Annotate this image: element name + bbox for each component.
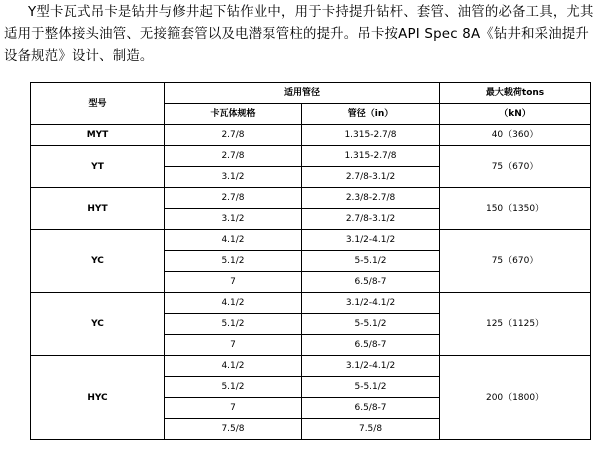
slip-spec-cell: 2.7/8 xyxy=(165,188,302,209)
tube-diameter-cell: 6.5/8-7 xyxy=(302,272,440,293)
slip-spec-cell: 4.1/2 xyxy=(165,293,302,314)
model-cell: YT xyxy=(31,146,165,188)
model-cell: HYC xyxy=(31,356,165,440)
tube-diameter-cell: 6.5/8-7 xyxy=(302,398,440,419)
slip-spec-cell: 2.7/8 xyxy=(165,125,302,146)
slip-spec-cell: 3.1/2 xyxy=(165,167,302,188)
slip-spec-cell: 7 xyxy=(165,335,302,356)
model-cell: MYT xyxy=(31,125,165,146)
tube-diameter-cell: 3.1/2-4.1/2 xyxy=(302,293,440,314)
header-applicable-tubing: 适用管径 xyxy=(165,83,440,104)
spec-table xyxy=(30,82,591,440)
table-row xyxy=(31,293,591,314)
slip-spec-cell: 7 xyxy=(165,398,302,419)
slip-spec-cell: 4.1/2 xyxy=(165,230,302,251)
header-slip-spec: 卡瓦体规格 xyxy=(165,104,302,125)
max-load-cell: 125（1125） xyxy=(440,293,591,356)
max-load-cell: 150（1350） xyxy=(440,188,591,230)
header-max-load: 最大载荷tons xyxy=(440,83,591,104)
slip-spec-cell: 7.5/8 xyxy=(165,419,302,440)
intro-paragraph: Y型卡瓦式吊卡是钻井与修井起下钻作业中，用于卡持提升钻杆、套管、油管的必备工具，尤其适用于整体接头油管、无接箍套管以及电潜泵管柱的提升。吊卡按API Spec 8A《钻井和采油提升设备规范》设计、制造。 xyxy=(4,5,594,64)
slip-spec-cell: 3.1/2 xyxy=(165,209,302,230)
slip-spec-cell: 7 xyxy=(165,272,302,293)
model-cell: HYT xyxy=(31,188,165,230)
tube-diameter-cell: 2.7/8-3.1/2 xyxy=(302,167,440,188)
table-row xyxy=(31,188,591,209)
table-row xyxy=(31,146,591,167)
tube-diameter-cell: 1.315-2.7/8 xyxy=(302,146,440,167)
slip-spec-cell: 4.1/2 xyxy=(165,356,302,377)
tube-diameter-cell: 2.7/8-3.1/2 xyxy=(302,209,440,230)
max-load-cell: 200（1800） xyxy=(440,356,591,440)
table-row xyxy=(31,125,591,146)
max-load-cell: 75（670） xyxy=(440,146,591,188)
max-load-cell: 75（670） xyxy=(440,230,591,293)
table-row xyxy=(31,230,591,251)
model-cell: YC xyxy=(31,230,165,293)
max-load-cell: 40（360） xyxy=(440,125,591,146)
slip-spec-cell: 5.1/2 xyxy=(165,251,302,272)
model-cell: YC xyxy=(31,293,165,356)
tube-diameter-cell: 6.5/8-7 xyxy=(302,335,440,356)
slip-spec-cell: 5.1/2 xyxy=(165,314,302,335)
tube-diameter-cell: 2.3/8-2.7/8 xyxy=(302,188,440,209)
tube-diameter-cell: 5-5.1/2 xyxy=(302,377,440,398)
slip-spec-cell: 2.7/8 xyxy=(165,146,302,167)
spec-table-body xyxy=(31,125,591,440)
tube-diameter-cell: 5-5.1/2 xyxy=(302,314,440,335)
table-row xyxy=(31,356,591,377)
tube-diameter-cell: 5-5.1/2 xyxy=(302,251,440,272)
tube-diameter-cell: 3.1/2-4.1/2 xyxy=(302,356,440,377)
slip-spec-cell: 5.1/2 xyxy=(165,377,302,398)
header-model: 型号 xyxy=(31,83,165,125)
tube-diameter-cell: 7.5/8 xyxy=(302,419,440,440)
tube-diameter-cell: 1.315-2.7/8 xyxy=(302,125,440,146)
header-max-load-unit: （kN） xyxy=(440,104,591,125)
tube-diameter-cell: 3.1/2-4.1/2 xyxy=(302,230,440,251)
header-tube-diameter: 管径（in） xyxy=(302,104,440,125)
